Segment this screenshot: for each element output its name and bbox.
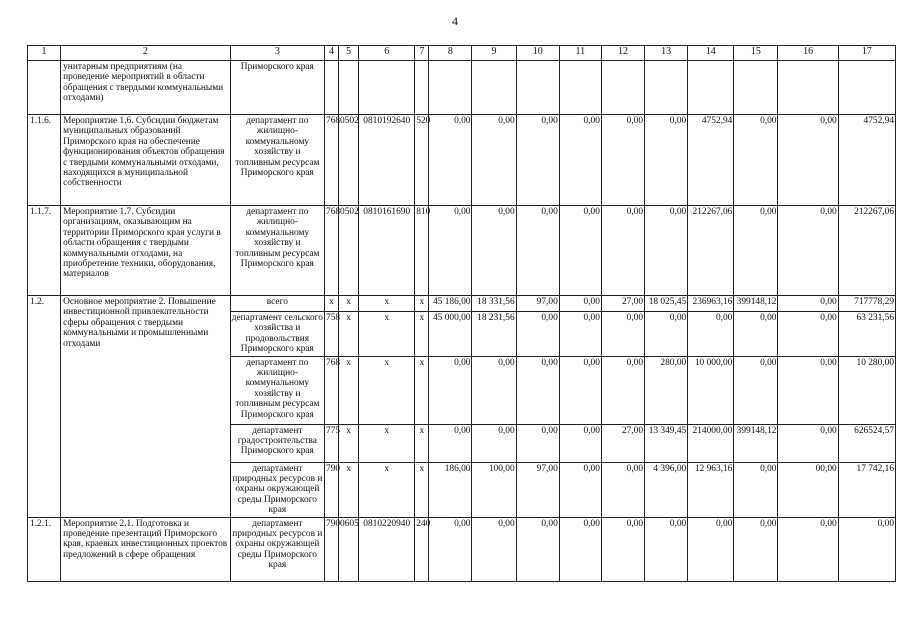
amount-cell: 10 000,00 (688, 356, 734, 424)
executor-cell: департамент сельского хозяйства и продовольствия Приморского края (231, 313, 323, 355)
header-cell: 16 (778, 46, 838, 61)
amount-cell: 0,00 (601, 312, 644, 357)
amount-cell (472, 61, 516, 115)
amount-cell (429, 61, 472, 115)
code-cell: x (415, 312, 429, 357)
header-cell: 7 (415, 46, 429, 61)
header-cell: 13 (645, 46, 688, 61)
header-cell: 11 (559, 46, 601, 61)
amount-cell: 0,00 (516, 356, 559, 424)
page-number: 4 (452, 14, 458, 28)
code-cell: 0502 (339, 206, 359, 296)
amount-cell (688, 61, 734, 115)
code-cell: x (339, 462, 359, 517)
amount-cell: 0,00 (778, 424, 838, 462)
amount-cell: 0,00 (601, 462, 644, 517)
code-cell: x (415, 424, 429, 462)
code-cell (339, 61, 359, 115)
budget-table (27, 45, 896, 582)
amount-cell: 626524,57 (838, 424, 895, 462)
amount-cell: 0,00 (601, 206, 644, 296)
amount-cell: 0,00 (734, 462, 778, 517)
code-cell: 768 (325, 115, 339, 206)
code-cell: x (339, 312, 359, 357)
amount-cell: 236963,16 (688, 296, 734, 312)
code-cell: 768 (325, 356, 339, 424)
code-cell: x (359, 296, 415, 312)
executor-cell: департамент природных ресурсов и охраны окружающей среды Приморского края (230, 462, 324, 517)
amount-cell: 0,00 (778, 356, 838, 424)
amount-cell: 100,00 (472, 462, 516, 517)
code-cell: 0810192640 (359, 115, 415, 206)
amount-cell: 0,00 (559, 206, 601, 296)
amount-cell: 0,00 (645, 115, 688, 206)
amount-cell: 0,00 (559, 517, 601, 581)
amount-cell: 27,00 (601, 424, 644, 462)
amount-cell: 0,00 (601, 356, 644, 424)
amount-cell: 0,00 (559, 356, 601, 424)
row-number-cell (28, 61, 61, 115)
amount-cell: 0,00 (472, 517, 516, 581)
amount-cell: 18 331,56 (472, 296, 516, 312)
measure-name-cell: Мероприятие 1.7. Субсидии организациям, оказывающим на территории Приморского края услуги в области обращения с твердыми коммунальными отходами, на приобретение техники, оборудования, материалов (61, 206, 231, 296)
amount-cell: 18 231,56 (472, 312, 516, 357)
amount-cell: 4752,94 (688, 115, 734, 206)
amount-cell: 0,00 (516, 115, 559, 206)
amount-cell: 97,00 (516, 296, 559, 312)
code-cell: x (359, 462, 415, 517)
amount-cell (645, 61, 688, 115)
amount-cell: 0,00 (559, 296, 601, 312)
code-cell: 768 (325, 206, 339, 296)
amount-cell: 0,00 (778, 312, 838, 357)
amount-cell: 0,00 (429, 115, 472, 206)
code-cell: 775 (325, 424, 339, 462)
amount-cell: 280,00 (645, 356, 688, 424)
header-cell: 12 (601, 46, 644, 61)
amount-cell: 0,00 (516, 517, 559, 581)
amount-cell: 0,00 (778, 296, 838, 312)
header-row (28, 46, 896, 61)
code-cell: 790 (325, 517, 339, 581)
amount-cell: 10 280,00 (838, 356, 895, 424)
executor-cell: департамент по жилищно-коммунальному хозяйству и топливным ресурсам Приморского края (230, 206, 324, 296)
amount-cell: 0,00 (472, 424, 516, 462)
amount-cell: 212267,06 (838, 206, 895, 296)
row-number-cell: 1.1.7. (28, 206, 61, 296)
executor-cell: департамент природных ресурсов и охраны окружающей среды Приморского края (230, 517, 324, 581)
amount-cell: 0,00 (516, 206, 559, 296)
header-cell: 9 (472, 46, 516, 61)
code-cell: 810 (415, 206, 429, 296)
header-cell: 5 (339, 46, 359, 61)
amount-cell: 0,00 (645, 312, 688, 357)
amount-cell: 0,00 (559, 462, 601, 517)
amount-cell: 717778,29 (838, 296, 895, 312)
amount-cell: 0,00 (645, 517, 688, 581)
code-cell: 790 (325, 462, 339, 517)
code-cell: 520 (415, 115, 429, 206)
table-row (28, 61, 896, 115)
executor-cell: всего (230, 296, 324, 312)
table-row (28, 517, 896, 581)
amount-cell: 0,00 (734, 312, 778, 357)
header-cell: 6 (359, 46, 415, 61)
amount-cell (516, 61, 559, 115)
measure-name-cell: Основное мероприятие 2. Повышение инвестиционной привлекательности сферы обращения с твердыми коммунальными и промышленными отходами (61, 296, 231, 518)
amount-cell: 0,00 (734, 115, 778, 206)
amount-cell (601, 61, 644, 115)
amount-cell: 214000,00 (688, 424, 734, 462)
amount-cell: 0,00 (601, 517, 644, 581)
amount-cell: 0,00 (778, 206, 838, 296)
amount-cell: 45 000,00 (429, 312, 472, 357)
code-cell: x (415, 462, 429, 517)
code-cell: x (339, 296, 359, 312)
amount-cell: 0,00 (645, 206, 688, 296)
amount-cell: 12 963,16 (688, 462, 734, 517)
amount-cell: 399148,12 (734, 296, 778, 312)
amount-cell: 0,00 (734, 517, 778, 581)
amount-cell: 17 742,16 (838, 462, 895, 517)
measure-name-cell: Мероприятие 2.1. Подготовка и проведение презентаций Приморского края, краевых инвестиционных проектов предложений в сфере обращения (61, 517, 231, 581)
table-row (28, 206, 896, 296)
amount-cell: 0,00 (688, 312, 734, 357)
table-row (28, 296, 896, 312)
code-cell: 240 (415, 517, 429, 581)
amount-cell: 0,00 (516, 312, 559, 357)
code-cell: 0810161690 (359, 206, 415, 296)
amount-cell: 0,00 (472, 206, 516, 296)
code-cell: x (359, 356, 415, 424)
header-cell: 2 (61, 46, 231, 61)
amount-cell: 13 349,45 (645, 424, 688, 462)
header-cell: 3 (230, 46, 324, 61)
amount-cell: 212267,06 (688, 206, 734, 296)
amount-cell: 0,00 (601, 115, 644, 206)
amount-cell: 0,00 (559, 424, 601, 462)
amount-cell: 63 231,56 (838, 312, 895, 357)
code-cell: x (325, 296, 339, 312)
amount-cell (838, 61, 895, 115)
amount-cell: 27,00 (601, 296, 644, 312)
executor-cell: департамент по жилищно-коммунальному хозяйству и топливным ресурсам Приморского края (230, 356, 324, 424)
measure-name-cell: Мероприятие 1.6. Субсидии бюджетам муниципальных образований Приморского края на обеспечение функционирования объектов обращения с твердыми коммунальными отходами, находящихся в муниципальной собственности (61, 115, 231, 206)
amount-cell: 4752,94 (838, 115, 895, 206)
executor-cell: департамент по жилищно-коммунальному хозяйству и топливным ресурсам Приморского края (230, 115, 324, 206)
executor-cell: Приморского края (230, 61, 324, 115)
amount-cell: 0,00 (472, 115, 516, 206)
amount-cell: 0,00 (472, 356, 516, 424)
amount-cell (778, 61, 838, 115)
header-cell: 1 (28, 46, 61, 61)
code-cell: x (415, 296, 429, 312)
amount-cell (734, 61, 778, 115)
row-number-cell: 1.2.1. (28, 517, 61, 581)
code-cell: x (415, 356, 429, 424)
measure-name-cell: унитарным предприятиям (на проведение мероприятий в области обращения с твердыми коммунальными отходами) (61, 61, 231, 115)
amount-cell: 0,00 (516, 424, 559, 462)
amount-cell: 0,00 (778, 517, 838, 581)
amount-cell: 399148,12 (734, 424, 778, 462)
code-cell: 0605 (339, 517, 359, 581)
header-cell: 17 (838, 46, 895, 61)
code-cell: 0502 (339, 115, 359, 206)
code-cell: 0810220940 (359, 517, 415, 581)
amount-cell: 0,00 (429, 517, 472, 581)
amount-cell: 0,00 (688, 517, 734, 581)
row-number-cell: 1.1.6. (28, 115, 61, 206)
amount-cell: 0,00 (429, 206, 472, 296)
amount-cell: 4 396,00 (645, 462, 688, 517)
table-row (28, 115, 896, 206)
header-cell: 8 (429, 46, 472, 61)
row-number-cell: 1.2. (28, 296, 61, 518)
code-cell: 758 (325, 312, 339, 357)
amount-cell: 0,00 (559, 312, 601, 357)
amount-cell: 0,00 (778, 115, 838, 206)
amount-cell (559, 61, 601, 115)
header-cell: 15 (734, 46, 778, 61)
code-cell: x (339, 356, 359, 424)
amount-cell: 0,00 (734, 206, 778, 296)
amount-cell: 18 025,45 (645, 296, 688, 312)
amount-cell: 0,00 (734, 356, 778, 424)
amount-cell: 186,00 (429, 462, 472, 517)
code-cell (325, 61, 339, 115)
code-cell (359, 61, 415, 115)
header-cell: 10 (516, 46, 559, 61)
amount-cell: 0,00 (429, 356, 472, 424)
code-cell: x (339, 424, 359, 462)
amount-cell: 0,00 (559, 115, 601, 206)
amount-cell: 45 186,00 (429, 296, 472, 312)
amount-cell: 97,00 (516, 462, 559, 517)
amount-cell: 0,00 (429, 424, 472, 462)
code-cell: x (359, 424, 415, 462)
code-cell: x (359, 312, 415, 357)
amount-cell: 00,00 (778, 462, 838, 517)
amount-cell: 0,00 (838, 517, 895, 581)
executor-cell: департамент градостроительства Приморского края (230, 424, 324, 462)
header-cell: 14 (688, 46, 734, 61)
code-cell (415, 61, 429, 115)
header-cell: 4 (325, 46, 339, 61)
